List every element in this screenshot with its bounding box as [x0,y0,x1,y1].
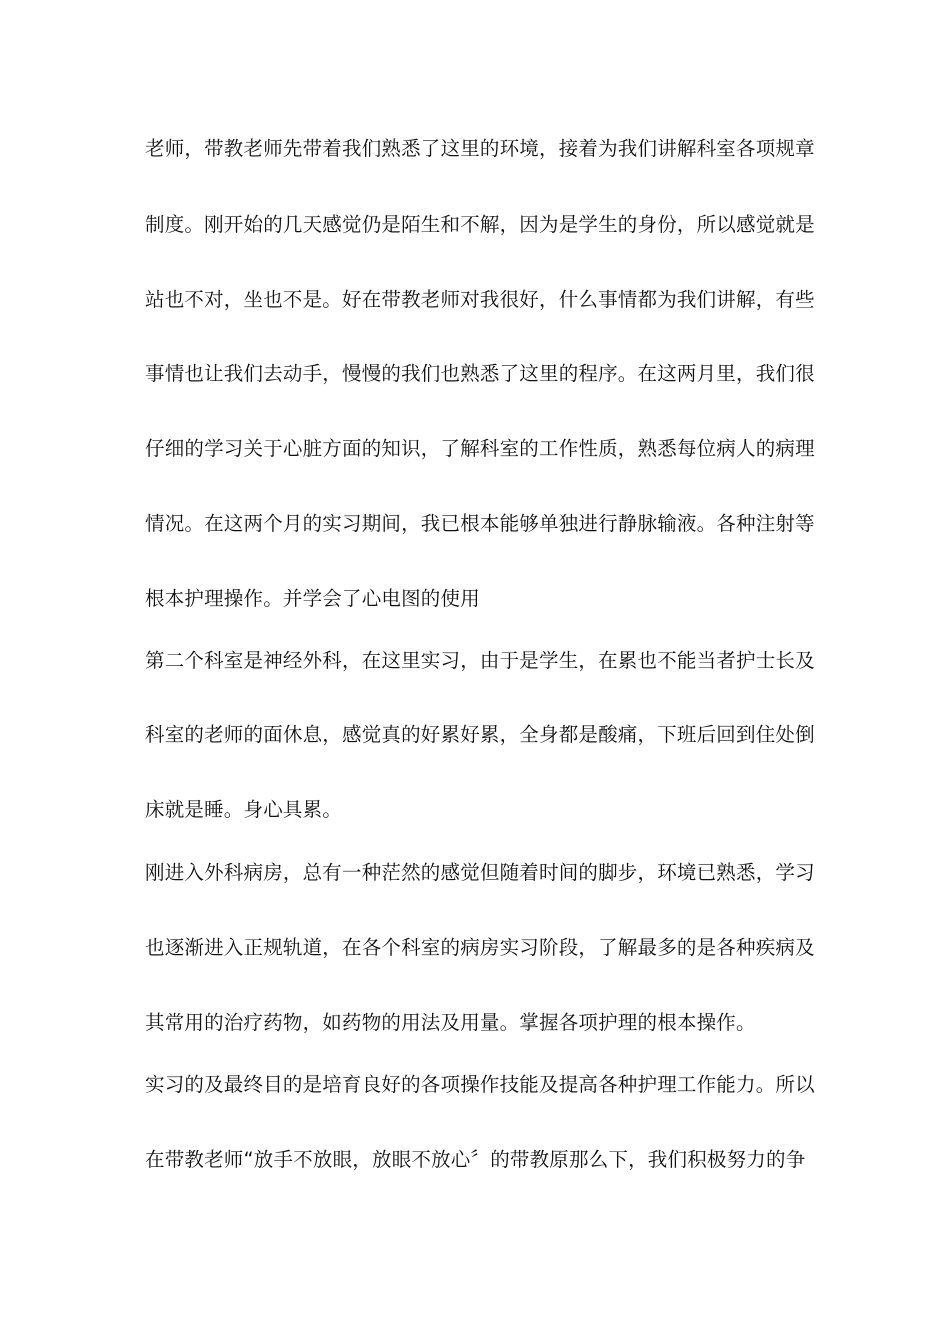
text-line: 制度。刚开始的几天感觉仍是陌生和不解，因为是学生的身份，所以感觉就是 [145,213,815,236]
text-line: 事情也让我们去动手，慢慢的我们也熟悉了这里的程序。在这两月里，我们很 [145,362,815,385]
text-line: 情况。在这两个月的实习期间，我已根本能够单独进行静脉输液。各种注射等 [145,512,815,535]
text-line: 床就是睡。身心具累。 [145,798,343,821]
text-line: 刚进入外科病房，总有一种茫然的感觉但随着时间的脚步，环境已熟悉，学习 [145,861,815,884]
text-line: 站也不对，坐也不是。好在带教老师对我很好，什么事情都为我们讲解，有些 [145,288,815,311]
text-line: 科室的老师的面休息，感觉真的好累好累，全身都是酸痛，下班后回到住处倒 [145,723,815,746]
text-line: 第二个科室是神经外科，在这里实习，由于是学生，在累也不能当者护士长及 [145,649,815,672]
text-line: 也逐渐进入正规轨道，在各个科室的病房实习阶段，了解最多的是各种疾病及 [145,936,815,959]
text-line: 根本护理操作。并学会了心电图的使用 [145,587,480,610]
text-line: 实习的及最终目的是培育良好的各项操作技能及提高各种护理工作能力。所以 [145,1073,815,1096]
text-line: 在带教老师“放手不放眼，放眼不放心〞的带教原那么下，我们积极努力的争 [145,1148,806,1171]
text-line: 其常用的治疗药物，如药物的用法及用量。掌握各项护理的根本操作。 [145,1011,756,1034]
text-line: 老师，带教老师先带着我们熟悉了这里的环境，接着为我们讲解科室各项规章 [145,137,815,160]
text-line: 仔细的学习关于心脏方面的知识，了解科室的工作性质，熟悉每位病人的病理 [145,437,815,460]
